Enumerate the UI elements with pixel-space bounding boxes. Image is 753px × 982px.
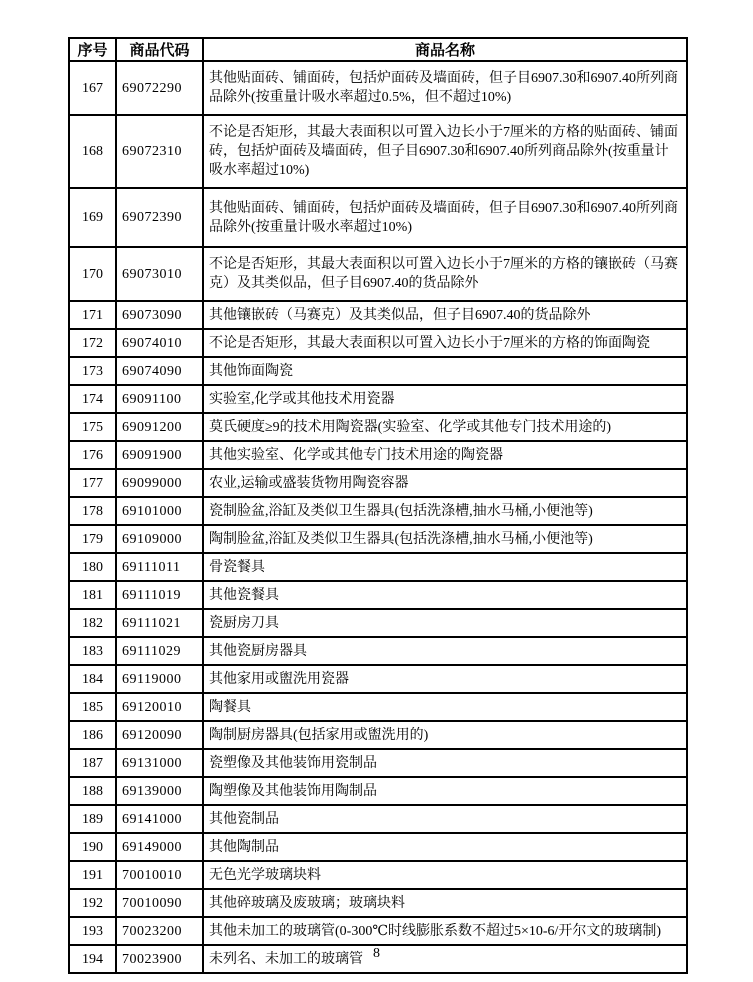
header-commodity-name: 商品名称 [203, 38, 687, 61]
commodity-code-cell: 69131000 [116, 749, 203, 777]
table-row [69, 609, 687, 637]
commodity-code-cell: 70010090 [116, 889, 203, 917]
commodity-code-cell: 69111011 [116, 553, 203, 581]
table-row [69, 497, 687, 525]
commodity-name-cell: 其他陶制品 [203, 833, 687, 861]
commodity-code-cell: 69120090 [116, 721, 203, 749]
commodity-name-cell: 其他镶嵌砖（马赛克）及其类似品，但子目6907.40的货品除外 [203, 301, 687, 329]
serial-number-cell: 179 [69, 525, 116, 553]
table-row [69, 581, 687, 609]
table-body [69, 61, 687, 973]
serial-number-cell: 178 [69, 497, 116, 525]
commodity-code-cell: 69072290 [116, 61, 203, 115]
commodity-name-cell: 其他瓷厨房器具 [203, 637, 687, 665]
commodity-name-cell: 陶塑像及其他装饰用陶制品 [203, 777, 687, 805]
commodity-name-cell: 其他贴面砖、铺面砖，包括炉面砖及墙面砖，但子目6907.30和6907.40所列商品除外(按重量计吸水率超过10%) [203, 188, 687, 247]
commodity-name-cell: 无色光学玻璃块料 [203, 861, 687, 889]
commodity-name-cell: 不论是否矩形，其最大表面积以可置入边长小于7厘米的方格的饰面陶瓷 [203, 329, 687, 357]
serial-number-cell: 174 [69, 385, 116, 413]
commodity-code-cell: 69091900 [116, 441, 203, 469]
serial-number-cell: 170 [69, 247, 116, 301]
commodity-code-cell: 69139000 [116, 777, 203, 805]
table-row [69, 917, 687, 945]
commodity-name-cell: 农业,运输或盛装货物用陶瓷容器 [203, 469, 687, 497]
serial-number-cell: 176 [69, 441, 116, 469]
commodity-code-cell: 69111019 [116, 581, 203, 609]
commodity-name-cell: 陶制厨房器具(包括家用或盥洗用的) [203, 721, 687, 749]
serial-number-cell: 184 [69, 665, 116, 693]
table-row [69, 329, 687, 357]
commodity-code-cell: 69141000 [116, 805, 203, 833]
serial-number-cell: 168 [69, 115, 116, 188]
serial-number-cell: 173 [69, 357, 116, 385]
table-row [69, 61, 687, 115]
serial-number-cell: 182 [69, 609, 116, 637]
commodity-code-cell: 69072390 [116, 188, 203, 247]
commodity-code-cell: 69073010 [116, 247, 203, 301]
commodity-name-cell: 莫氏硬度≥9的技术用陶瓷器(实验室、化学或其他专门技术用途的) [203, 413, 687, 441]
commodity-name-cell: 实验室,化学或其他技术用瓷器 [203, 385, 687, 413]
commodity-name-cell: 不论是否矩形，其最大表面积以可置入边长小于7厘米的方格的贴面砖、铺面砖，包括炉面砖及墙面砖，但子目6907.30和6907.40所列商品除外(按重量计吸水率超过10%) [203, 115, 687, 188]
table-row [69, 553, 687, 581]
commodity-code-cell: 69149000 [116, 833, 203, 861]
commodity-name-cell: 其他未加工的玻璃管(0-300℃时线膨胀系数不超过5×10-6/开尔文的玻璃制) [203, 917, 687, 945]
header-serial-number: 序号 [69, 38, 116, 61]
commodity-name-cell: 瓷厨房刀具 [203, 609, 687, 637]
commodity-code-cell: 69109000 [116, 525, 203, 553]
commodity-code-cell: 69074010 [116, 329, 203, 357]
table-row [69, 385, 687, 413]
serial-number-cell: 175 [69, 413, 116, 441]
commodity-code-cell: 69111029 [116, 637, 203, 665]
serial-number-cell: 194 [69, 945, 116, 973]
commodity-code-cell: 69072310 [116, 115, 203, 188]
commodity-name-cell: 其他碎玻璃及废玻璃；玻璃块料 [203, 889, 687, 917]
serial-number-cell: 181 [69, 581, 116, 609]
table-row [69, 188, 687, 247]
serial-number-cell: 192 [69, 889, 116, 917]
table-row [69, 441, 687, 469]
commodity-name-cell: 其他家用或盥洗用瓷器 [203, 665, 687, 693]
serial-number-cell: 193 [69, 917, 116, 945]
commodity-name-cell: 未列名、未加工的玻璃管 [203, 945, 687, 973]
commodity-name-cell: 其他饰面陶瓷 [203, 357, 687, 385]
table-row [69, 665, 687, 693]
table-row [69, 301, 687, 329]
table-row [69, 469, 687, 497]
commodity-name-cell: 不论是否矩形，其最大表面积以可置入边长小于7厘米的方格的镶嵌砖（马赛克）及其类似品，但子目6907.40的货品除外 [203, 247, 687, 301]
commodity-name-cell: 陶餐具 [203, 693, 687, 721]
commodity-code-cell: 69099000 [116, 469, 203, 497]
table-row [69, 861, 687, 889]
commodity-code-cell: 70023200 [116, 917, 203, 945]
table-row [69, 357, 687, 385]
serial-number-cell: 190 [69, 833, 116, 861]
table-row [69, 247, 687, 301]
commodity-code-cell: 70023900 [116, 945, 203, 973]
commodity-name-cell: 陶制脸盆,浴缸及类似卫生器具(包括洗涤槽,抽水马桶,小便池等) [203, 525, 687, 553]
commodity-code-cell: 69119000 [116, 665, 203, 693]
commodity-code-cell: 69091200 [116, 413, 203, 441]
table-row [69, 805, 687, 833]
table-row [69, 749, 687, 777]
table-header-row [69, 38, 687, 61]
serial-number-cell: 188 [69, 777, 116, 805]
commodity-name-cell: 其他贴面砖、铺面砖，包括炉面砖及墙面砖，但子目6907.30和6907.40所列商品除外(按重量计吸水率超过0.5%，但不超过10%) [203, 61, 687, 115]
serial-number-cell: 185 [69, 693, 116, 721]
serial-number-cell: 177 [69, 469, 116, 497]
commodity-code-cell: 69111021 [116, 609, 203, 637]
commodity-name-cell: 其他瓷制品 [203, 805, 687, 833]
serial-number-cell: 167 [69, 61, 116, 115]
serial-number-cell: 180 [69, 553, 116, 581]
commodity-name-cell: 瓷塑像及其他装饰用瓷制品 [203, 749, 687, 777]
commodity-name-cell: 骨瓷餐具 [203, 553, 687, 581]
table-row [69, 777, 687, 805]
serial-number-cell: 187 [69, 749, 116, 777]
serial-number-cell: 169 [69, 188, 116, 247]
commodity-code-cell: 69091100 [116, 385, 203, 413]
table-row [69, 637, 687, 665]
commodity-name-cell: 瓷制脸盆,浴缸及类似卫生器具(包括洗涤槽,抽水马桶,小便池等) [203, 497, 687, 525]
serial-number-cell: 172 [69, 329, 116, 357]
table-row [69, 413, 687, 441]
page-number: 8 [373, 946, 380, 961]
table-row [69, 115, 687, 188]
serial-number-cell: 191 [69, 861, 116, 889]
commodity-table [68, 37, 688, 974]
table-row [69, 693, 687, 721]
table-row [69, 833, 687, 861]
header-commodity-code: 商品代码 [116, 38, 203, 61]
table-row [69, 889, 687, 917]
serial-number-cell: 189 [69, 805, 116, 833]
commodity-code-cell: 69074090 [116, 357, 203, 385]
commodity-code-cell: 70010010 [116, 861, 203, 889]
commodity-name-cell: 其他实验室、化学或其他专门技术用途的陶瓷器 [203, 441, 687, 469]
commodity-code-cell: 69101000 [116, 497, 203, 525]
commodity-code-cell: 69120010 [116, 693, 203, 721]
serial-number-cell: 183 [69, 637, 116, 665]
table-row [69, 721, 687, 749]
serial-number-cell: 186 [69, 721, 116, 749]
commodity-name-cell: 其他瓷餐具 [203, 581, 687, 609]
serial-number-cell: 171 [69, 301, 116, 329]
commodity-code-cell: 69073090 [116, 301, 203, 329]
table-row [69, 525, 687, 553]
